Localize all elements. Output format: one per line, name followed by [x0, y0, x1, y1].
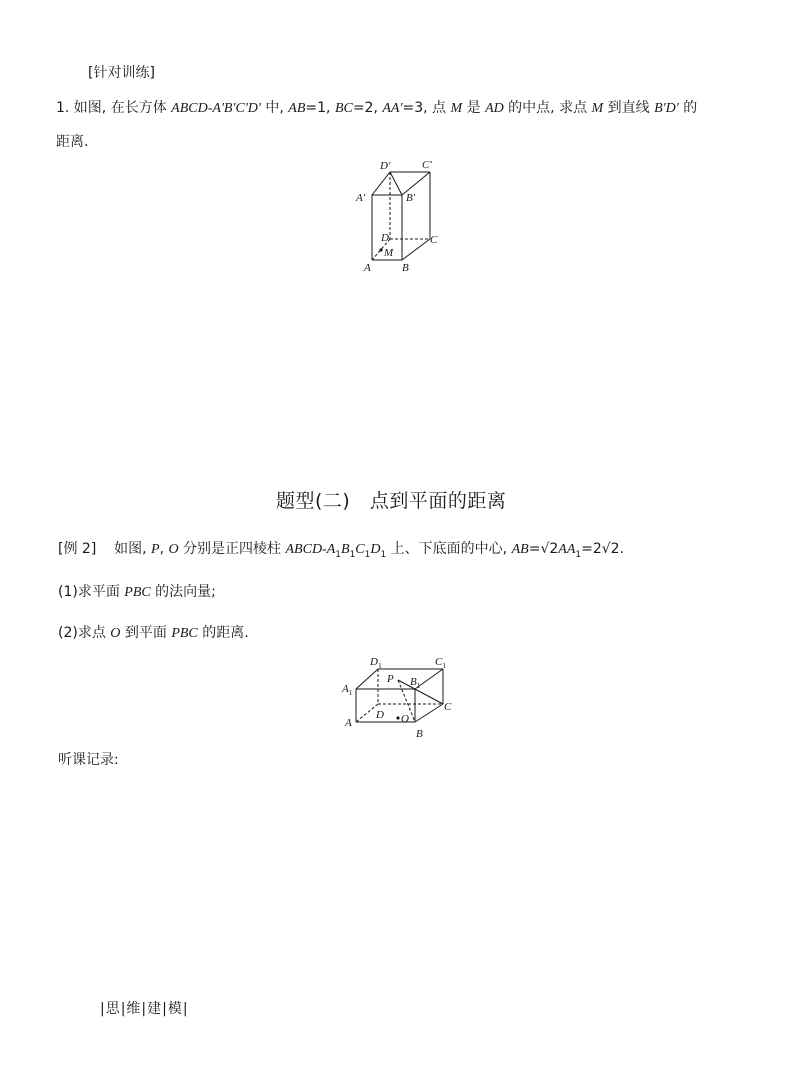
ex2-text: =	[528, 541, 541, 557]
label-c: C	[430, 234, 438, 246]
q1-var: M	[591, 101, 604, 116]
ex2-sub: 1	[364, 549, 371, 560]
label-o: O	[401, 713, 409, 725]
example-2-line	[58, 538, 624, 560]
part1-var: PBC	[124, 585, 151, 600]
ex2-text: =2	[581, 541, 602, 557]
q1-text: 到直线	[603, 100, 655, 116]
edge	[402, 239, 430, 260]
label-m: M	[384, 247, 394, 259]
question-1-line-1	[56, 92, 697, 125]
edge	[356, 669, 378, 689]
part1-text: 的法向量;	[150, 584, 216, 600]
q1-text: 的中点, 求点	[503, 100, 592, 116]
q1-text: 1. 如图, 在长方体	[56, 100, 172, 116]
point-m	[379, 248, 382, 251]
training-heading: [针对训练]	[88, 65, 155, 81]
q1-text: =3, 点	[402, 100, 451, 116]
ex2-sub: 1	[349, 549, 356, 560]
ex2-var: D	[370, 542, 381, 557]
part1-text: (1)求平面	[58, 584, 125, 600]
label-d: D	[381, 232, 389, 244]
q1-var: M	[450, 101, 463, 116]
edge	[415, 704, 443, 722]
q1-text: 的	[678, 100, 698, 116]
q1-var: AA'	[382, 101, 403, 116]
ex2-text: 上、下底面的中心,	[386, 541, 512, 557]
label-a-prime: A'	[356, 192, 366, 204]
example-tag: [例 2]	[58, 541, 97, 557]
ex2-text: 分别是正四棱柱	[178, 541, 286, 557]
part2-text: 的距离.	[197, 625, 249, 641]
ex2-text: ,	[159, 541, 169, 557]
ex2-var: P	[151, 542, 160, 557]
ex2-root: √2	[540, 541, 559, 557]
ex2-text: .	[619, 541, 625, 557]
label-b: B	[402, 262, 409, 274]
q1-box-name: ABCD-A'B'C'D'	[171, 101, 261, 116]
ex2-sub: 1	[380, 549, 387, 560]
question-1-line-2: 距离.	[56, 134, 89, 150]
q1-text: 中,	[260, 100, 289, 116]
label-d: D	[376, 709, 384, 721]
part2-text: 到平面	[120, 625, 172, 641]
example-2-part-2	[58, 622, 249, 642]
part2-text: (2)求点	[58, 625, 111, 641]
q1-var: BC	[334, 101, 353, 116]
ex2-var: B	[341, 542, 350, 557]
figure-cuboid-1	[350, 155, 450, 280]
label-p: P	[387, 673, 394, 685]
section-title: 题型(二) 点到平面的距离	[276, 490, 507, 512]
q1-var: B'D'	[654, 101, 679, 116]
label-b1: $B_1$	[410, 676, 421, 690]
ex2-sub: 1	[335, 549, 341, 560]
ex2-root: √2	[601, 541, 620, 557]
ex2-var: C	[355, 542, 365, 557]
ex2-var: O	[168, 542, 179, 557]
label-c-prime: C'	[422, 159, 432, 171]
label-b: B	[416, 728, 423, 740]
hidden-edge	[356, 704, 378, 722]
footer-label: |思|维|建|模|	[100, 1001, 189, 1017]
example-2-part-1	[58, 581, 216, 601]
label-c: C	[444, 701, 452, 713]
q1-var: AD	[485, 101, 504, 116]
ex2-sub: 1	[575, 549, 582, 560]
segment-bd	[390, 172, 402, 195]
label-d-prime: D'	[380, 160, 391, 172]
ex2-var: AB	[511, 542, 529, 557]
ex2-var: ABCD-A	[285, 542, 336, 557]
q1-text: 是	[462, 100, 486, 116]
point-o	[396, 716, 399, 719]
edge	[372, 172, 390, 195]
q1-text: =2,	[352, 100, 383, 116]
q1-text: =1,	[305, 100, 335, 116]
label-a: A	[364, 262, 371, 274]
label-a1: $A_1$	[342, 683, 353, 697]
label-a: A	[345, 717, 352, 729]
label-c1: $C_1$	[435, 656, 447, 670]
part2-var: PBC	[171, 626, 198, 641]
notes-label: 听课记录:	[58, 752, 119, 768]
label-d1: $D_1$	[370, 656, 382, 670]
segment-pc	[398, 680, 443, 704]
label-b-prime: B'	[406, 192, 416, 204]
ex2-text: 如图,	[114, 541, 151, 557]
figure-prism-2	[340, 652, 460, 742]
q1-var: AB	[288, 101, 306, 116]
ex2-var: AA	[558, 542, 576, 557]
part2-var: O	[110, 626, 121, 641]
